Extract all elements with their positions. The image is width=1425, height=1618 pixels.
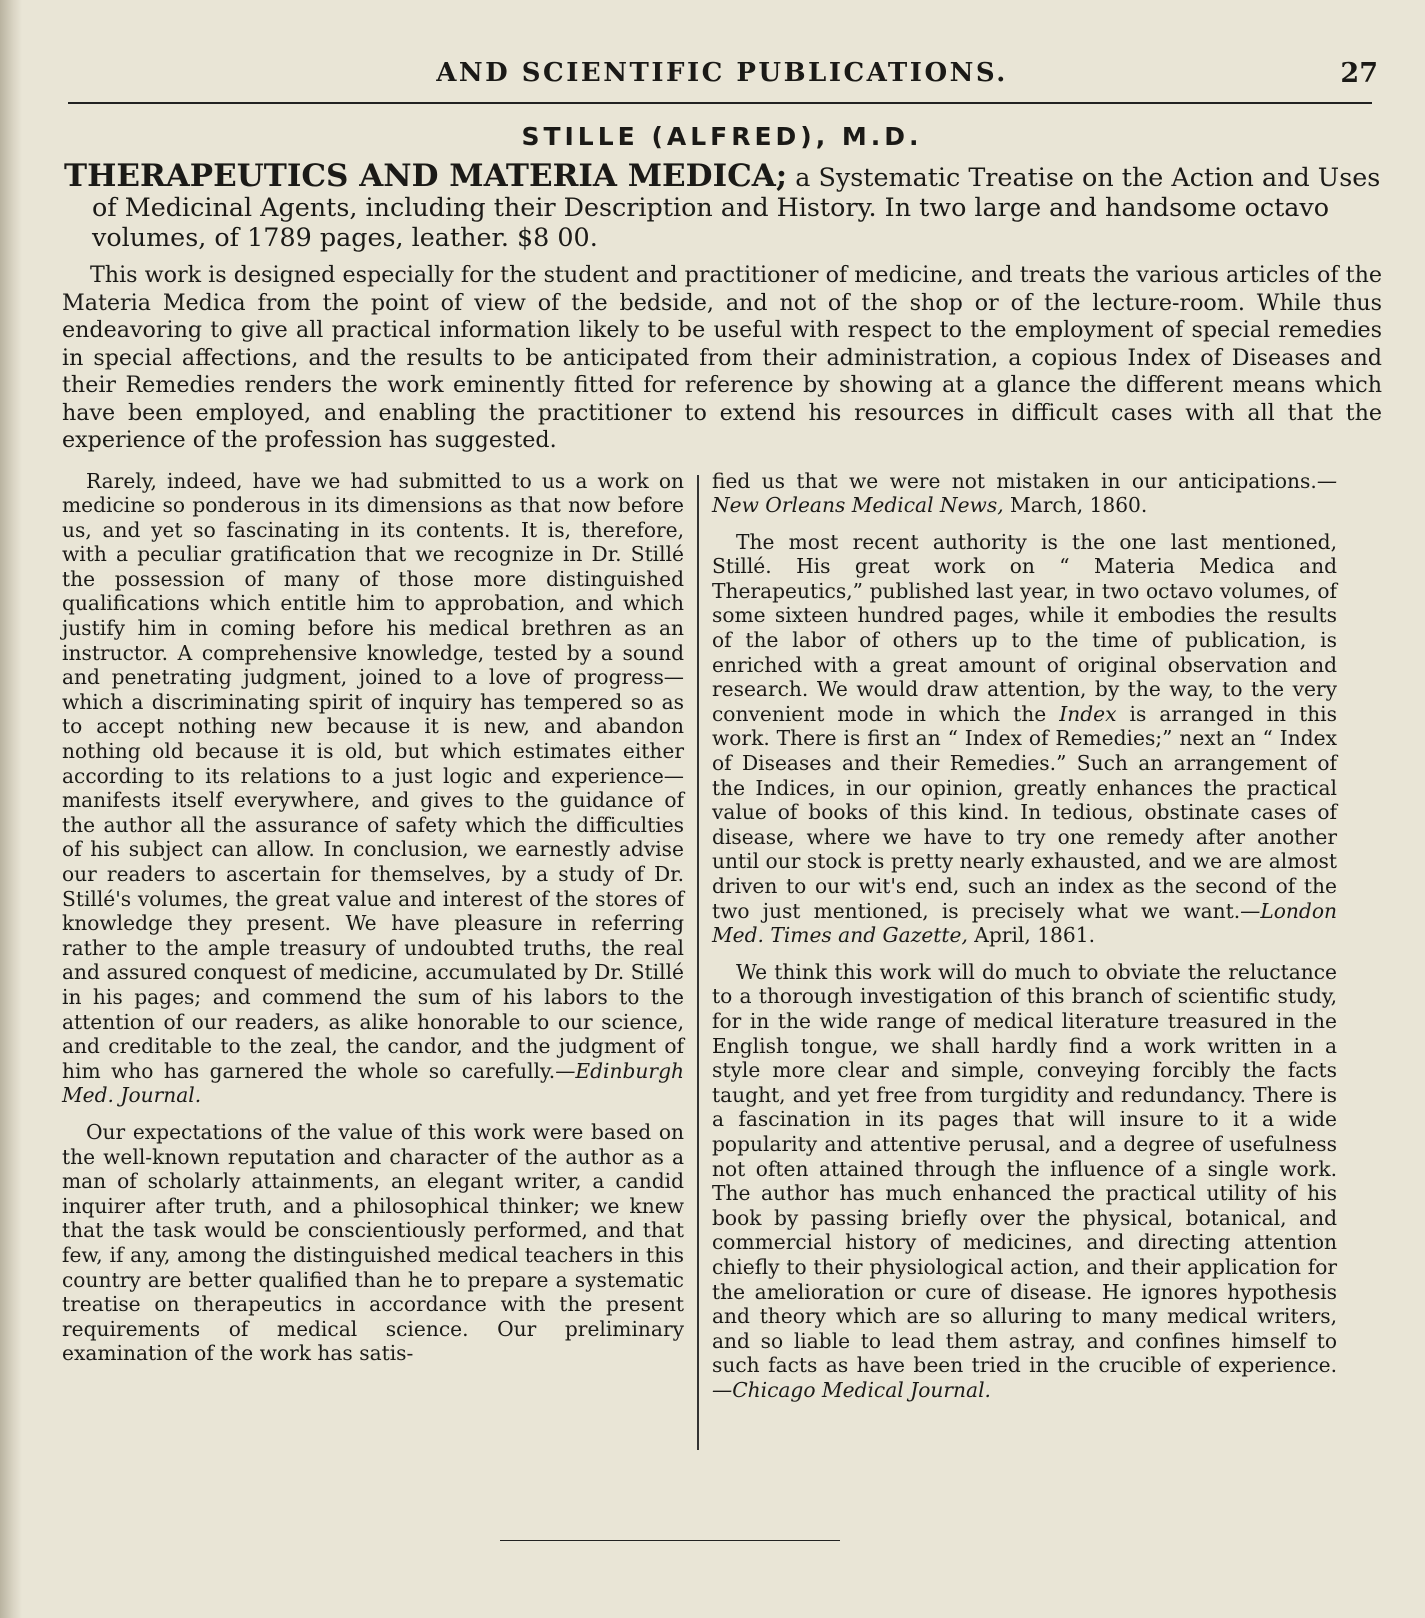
column-divider bbox=[697, 475, 699, 1450]
review-text: We think this work will do much to obviate the reluctance to a thorough investigation of this branch of scientific study, for in the wide range of medical literature treasured in the English tongue, we shall hardly find a work written in a style more clear and simple, conveying forcibly the facts taught, and yet free from turgidity and redundancy. There is a fascination in its pages that will insure to it a wide popularity and attentive perusal, and a degree of usefulness not often attained through the influence of a single work. The author has much enhanced the practical utility of his book by passing briefly over the physical, botanical, and commercial history of medicines, and directing attention chiefly to their physiological action, and their application for the amelioration or cure of disease. He ignores hypothesis and theory which are so alluring to many medical writers, and so liable to lead them astray, and confines himself to such facts as have been tried in the crucible of experience. bbox=[712, 959, 1337, 1378]
review-new-orleans-part1 bbox=[62, 1120, 684, 1366]
review-source: —New Orleans Medical News, bbox=[712, 468, 1337, 518]
review-text: fied us that we were not mistaken in our anticipations. bbox=[712, 468, 1317, 493]
review-text: The most recent authority is the one last mentioned, Stillé. His great work on “ Materia Medica and Therapeutics,” published last year, in two octavo volumes, of some sixteen hundred pages, while it embodies the results of the labor of others up to the time of publication, is enriched with a great amount of original observation and research. We would draw attention, by the way, to the very convenient mode in which the bbox=[712, 529, 1337, 726]
author-heading: STILLE (ALFRED), M.D. bbox=[521, 122, 923, 151]
right-column bbox=[712, 469, 1337, 1415]
index-word: Index bbox=[1059, 701, 1117, 726]
page-number: 27 bbox=[1340, 58, 1378, 89]
binding-gutter bbox=[0, 0, 22, 1618]
running-head: AND SCIENTIFIC PUBLICATIONS. bbox=[436, 58, 1008, 88]
page bbox=[62, 52, 1382, 1474]
footer-rule bbox=[500, 1540, 840, 1541]
review-source: —Edinburgh Med. Journal. bbox=[62, 1058, 684, 1108]
review-edinburgh bbox=[62, 469, 684, 1108]
review-new-orleans-part2 bbox=[712, 469, 1337, 518]
book-title-caps: THERAPEUTICS AND MATERIA MEDICA; bbox=[64, 158, 788, 194]
review-columns bbox=[62, 469, 1382, 1474]
review-text: Our expectations of the value of this work were based on the well-known reputation and character of the author as a man of scholarly attainments, an elegant writer, a candid inquirer after truth, and a philosophical thinker; we knew that the task would be conscientiously performed, and that few, if any, among the distinguished medical teachers in this country are better qualified than he to prepare a systematic treatise on therapeutics in accordance with the present requirements of medical science. Our preliminary examination of the work has satis- bbox=[62, 1119, 684, 1366]
page-header bbox=[62, 52, 1382, 102]
header-rule bbox=[68, 102, 1372, 104]
review-date: March, 1860. bbox=[1003, 493, 1148, 518]
review-date: April, 1861. bbox=[967, 923, 1095, 948]
review-source: —London Med. Times and Gazette, bbox=[712, 898, 1337, 948]
review-text: Rarely, indeed, have we had submitted to us a work on medicine so ponderous in its dimensions as that now before us, and yet so fascinating in its contents. It is, therefore, with a peculiar gratification that we recognize in Dr. Stillé the possession of many of those more distinguished qualifications which entitle him to approbation, and which justify him in coming before his medical brethren as an instructor. A comprehensive knowledge, tested by a sound and penetrating judgment, joined to a love of progress—which a discriminating spirit of inquiry has tempered so as to accept nothing new because it is new, and abandon nothing old because it is old, but which estimates either according to its relations to a just logic and experience—manifests itself everywhere, and gives to the guidance of the author all the assurance of safety which the difficulties of his subject can allow. In conclusion, we earnestly advise our readers to ascertain for themselves, by a study of Dr. Stillé's volumes, the great value and interest of the stores of knowledge they present. We have pleasure in referring rather to the ample treasury of undoubted truths, the real and assured conquest of medicine, accumulated by Dr. Stillé in his pages; and commend the sum of his labors to the attention of our readers, as alike honorable to our science, and creditable to the zeal, the candor, and the judgment of him who has garnered the whole so carefully. bbox=[62, 468, 684, 1083]
review-chicago bbox=[712, 960, 1337, 1403]
review-london bbox=[712, 530, 1337, 948]
book-description: a Systematic Treatise on the Action and Uses of Medicinal Agents, including their Description and History. In two large and handsome octavo volumes, of 1789 pages, leather. $8 00. bbox=[92, 162, 1381, 252]
book-title bbox=[62, 158, 1382, 252]
review-text: is arranged in this work. There is first an “ Index of Remedies;” next an “ Index of Diseases and their Remedies.” Such an arrangement of the Indices, in our opinion, greatly enhances the practical value of books of this kind. In tedious, obstinate cases of disease, where we have to try one remedy after another until our stock is pretty nearly exhausted, and we are almost driven to our wit's end, such an index as the second of the two just mentioned, is precisely what we want. bbox=[712, 701, 1337, 923]
book-intro: This work is designed especially for the student and practitioner of medicine, and treats the various articles of the Materia Medica from the point of view of the bedside, and not of the shop or of the lecture-room. While thus endeavoring to give all practical information likely to be useful with respect to the employment of special remedies in special affections, and the results to be anticipated from their administration, a copious Index of Diseases and their Remedies renders the work eminently fitted for reference by showing at a glance the different means which have been employed, and enabling the practitioner to extend his resources in difficult cases with all that the experience of the profession has suggested. bbox=[62, 262, 1382, 453]
review-source: —Chicago Medical Journal. bbox=[712, 1377, 991, 1402]
left-column bbox=[62, 469, 684, 1378]
